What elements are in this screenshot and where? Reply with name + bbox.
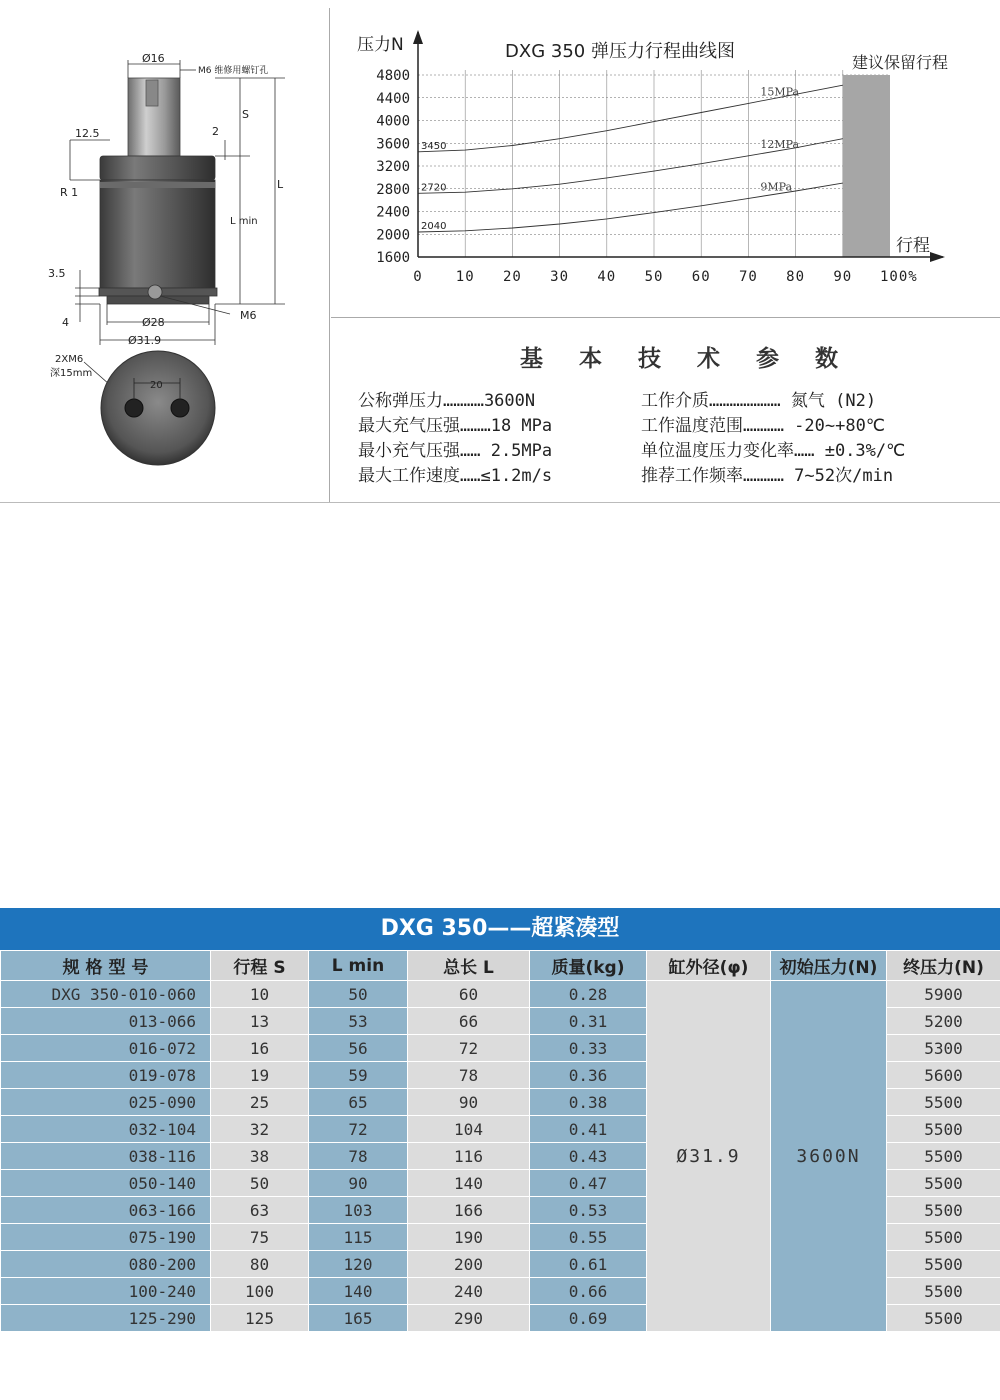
cell-lmin: 56 [309, 1035, 408, 1062]
cell-mass: 0.36 [530, 1062, 647, 1089]
y-tick-label: 2000 [376, 227, 410, 244]
dim-holes: 2XM6 [55, 354, 84, 365]
param-value: ………18 MPa [460, 416, 553, 436]
header-mass: 质量(kg) [530, 951, 647, 981]
cell-lmin: 53 [309, 1008, 408, 1035]
header-diameter: 缸外径(φ) [647, 951, 771, 981]
cell-s: 32 [211, 1116, 309, 1143]
end-view [101, 351, 215, 465]
dim-lmin: L min [230, 216, 258, 227]
param-right-3 [641, 461, 893, 486]
param-right-0 [641, 386, 876, 411]
param-label: 公称弹压力 [358, 391, 443, 411]
dim-d31-9: Ø31.9 [128, 334, 162, 347]
x-tick-label: 20 [502, 269, 522, 285]
cell-model: 050-140 [1, 1170, 211, 1197]
dim-l: L [277, 178, 284, 191]
cell-model: 075-190 [1, 1224, 211, 1251]
cell-l: 66 [408, 1008, 530, 1035]
cell-s: 19 [211, 1062, 309, 1089]
cell-l: 200 [408, 1251, 530, 1278]
cell-s: 10 [211, 981, 309, 1008]
y-tick-label: 2800 [376, 181, 410, 198]
x-tick-label: 40 [597, 269, 617, 285]
cell-final: 5500 [887, 1251, 1000, 1278]
cell-lmin: 72 [309, 1116, 408, 1143]
spec-table [0, 950, 1000, 1332]
horizontal-divider [331, 317, 1000, 318]
cell-s: 80 [211, 1251, 309, 1278]
cell-l: 72 [408, 1035, 530, 1062]
dim-d16: Ø16 [142, 52, 165, 65]
param-left-0 [358, 386, 535, 411]
cell-final: 5300 [887, 1035, 1000, 1062]
x-tick-label: 70 [738, 269, 758, 285]
series-start-label: 3450 [421, 140, 447, 152]
cell-s: 50 [211, 1170, 309, 1197]
cell-lmin: 103 [309, 1197, 408, 1224]
cell-final: 5500 [887, 1197, 1000, 1224]
x-tick-label: 30 [550, 269, 570, 285]
cell-l: 90 [408, 1089, 530, 1116]
dim-2: 2 [212, 125, 219, 138]
dim-depth: 深15mm [50, 368, 93, 379]
pressure-stroke-chart [340, 20, 1000, 315]
param-label: 工作温度范围 [641, 416, 743, 436]
cell-final: 5900 [887, 981, 1000, 1008]
cell-l: 290 [408, 1305, 530, 1332]
param-label: 单位温度压力变化率 [641, 441, 794, 461]
param-label: 最小充气压强 [358, 441, 460, 461]
cell-initial-force: 3600N [771, 981, 887, 1332]
cell-final: 5500 [887, 1224, 1000, 1251]
cell-model: 032-104 [1, 1116, 211, 1143]
y-tick-label: 4800 [376, 68, 410, 84]
x-tick-label: 100% [880, 269, 918, 285]
cell-lmin: 90 [309, 1170, 408, 1197]
cell-cylinder-od: Ø31.9 [647, 981, 771, 1332]
cell-final: 5500 [887, 1116, 1000, 1143]
reserve-zone [843, 75, 890, 257]
dim-12-5: 12.5 [75, 127, 100, 140]
gas-spring-drawing [0, 0, 330, 500]
y-tick-label: 1600 [376, 250, 410, 266]
param-label: 最大充气压强 [358, 416, 460, 436]
header-final-force: 终压力(N) [887, 951, 1000, 981]
cell-lmin: 140 [309, 1278, 408, 1305]
param-right-1 [641, 411, 885, 436]
header-stroke: 行程 S [211, 951, 309, 981]
param-label: 工作介质 [641, 391, 709, 411]
param-value: …… ±0.3%/℃ [794, 441, 906, 461]
cylinder-body [100, 180, 215, 288]
cell-s: 63 [211, 1197, 309, 1224]
y-tick-label: 4000 [376, 113, 410, 130]
param-right-2 [641, 436, 905, 461]
cell-final: 5500 [887, 1089, 1000, 1116]
param-value: ………… -20~+80℃ [743, 416, 885, 436]
cell-l: 240 [408, 1278, 530, 1305]
cell-l: 190 [408, 1224, 530, 1251]
cell-l: 104 [408, 1116, 530, 1143]
dim-20: 20 [150, 380, 163, 391]
series-name-label: 12MPa [760, 137, 800, 151]
cell-final: 5500 [887, 1143, 1000, 1170]
cell-lmin: 65 [309, 1089, 408, 1116]
y-tick-label: 4400 [376, 90, 410, 107]
cell-lmin: 78 [309, 1143, 408, 1170]
cell-model: 063-166 [1, 1197, 211, 1224]
param-label: 最大工作速度 [358, 466, 460, 486]
cell-mass: 0.41 [530, 1116, 647, 1143]
cell-mass: 0.31 [530, 1008, 647, 1035]
param-value: ………………… 氮气 (N2) [709, 391, 877, 411]
cell-model: DXG 350-010-060 [1, 981, 211, 1008]
cell-model: 013-066 [1, 1008, 211, 1035]
cell-lmin: 59 [309, 1062, 408, 1089]
dim-4: 4 [62, 316, 69, 329]
dim-3-5: 3.5 [48, 267, 66, 280]
cell-mass: 0.38 [530, 1089, 647, 1116]
dim-m6-note: M6 维修用螺钉孔 [198, 66, 269, 76]
cell-s: 16 [211, 1035, 309, 1062]
table-header-row [1, 951, 1000, 981]
cell-mass: 0.66 [530, 1278, 647, 1305]
cell-final: 5500 [887, 1305, 1000, 1332]
param-value: ………… 7~52次/min [743, 466, 894, 486]
header-model: 规 格 型 号 [1, 951, 211, 981]
dim-d28: Ø28 [142, 316, 165, 329]
x-tick-label: 10 [455, 269, 475, 285]
param-left-3 [358, 461, 552, 486]
series-start-label: 2720 [421, 182, 447, 194]
table-title: DXG 350——超紧凑型 [0, 908, 1000, 950]
y-tick-label: 3200 [376, 159, 410, 175]
cell-lmin: 165 [309, 1305, 408, 1332]
x-tick-label: 60 [691, 269, 711, 285]
table-row [1, 981, 1000, 1008]
param-left-1 [358, 411, 552, 436]
param-value: …… 2.5MPa [460, 441, 553, 461]
cell-lmin: 120 [309, 1251, 408, 1278]
cell-s: 100 [211, 1278, 309, 1305]
cell-lmin: 115 [309, 1224, 408, 1251]
cell-mass: 0.43 [530, 1143, 647, 1170]
x-tick-label: 50 [644, 269, 664, 285]
header-lmin: L min [309, 951, 408, 981]
cell-model: 038-116 [1, 1143, 211, 1170]
param-value: …………3600N [443, 391, 536, 411]
cell-s: 38 [211, 1143, 309, 1170]
series-start-label: 2040 [421, 220, 447, 232]
header-initial-force: 初始压力(N) [771, 951, 887, 981]
cell-l: 116 [408, 1143, 530, 1170]
series-name-label: 15MPa [760, 85, 800, 99]
params-title: 基 本 技 术 参 数 [520, 345, 853, 372]
cell-l: 60 [408, 981, 530, 1008]
cell-model: 125-290 [1, 1305, 211, 1332]
param-label: 推荐工作频率 [641, 466, 743, 486]
x-tick-label: 0 [413, 269, 423, 285]
cell-model: 025-090 [1, 1089, 211, 1116]
header-length: 总长 L [408, 951, 530, 981]
dim-r1: R 1 [60, 186, 79, 199]
reserve-label: 建议保留行程 [852, 53, 949, 72]
cell-final: 5500 [887, 1278, 1000, 1305]
cell-l: 140 [408, 1170, 530, 1197]
cell-final: 5200 [887, 1008, 1000, 1035]
cell-s: 75 [211, 1224, 309, 1251]
cell-mass: 0.28 [530, 981, 647, 1008]
y-tick-label: 3600 [376, 136, 410, 153]
cell-l: 78 [408, 1062, 530, 1089]
cell-s: 25 [211, 1089, 309, 1116]
x-tick-label: 90 [833, 269, 853, 285]
section-divider [0, 502, 1000, 503]
y-tick-label: 2400 [376, 204, 410, 221]
cell-model: 100-240 [1, 1278, 211, 1305]
dim-s: S [242, 108, 249, 121]
cell-final: 5500 [887, 1170, 1000, 1197]
param-left-2 [358, 436, 552, 461]
x-axis-label: 行程 [896, 236, 930, 256]
series-name-label: 9MPa [760, 180, 793, 194]
cell-s: 13 [211, 1008, 309, 1035]
y-axis-label: 压力N [357, 35, 404, 55]
param-value: ……≤1.2m/s [460, 466, 553, 486]
cell-mass: 0.55 [530, 1224, 647, 1251]
cell-model: 019-078 [1, 1062, 211, 1089]
cell-mass: 0.69 [530, 1305, 647, 1332]
x-tick-label: 80 [786, 269, 806, 285]
cell-mass: 0.53 [530, 1197, 647, 1224]
cell-s: 125 [211, 1305, 309, 1332]
cell-mass: 0.61 [530, 1251, 647, 1278]
chart-title: DXG 350 弹压力行程曲线图 [505, 41, 735, 62]
cell-model: 080-200 [1, 1251, 211, 1278]
cell-final: 5600 [887, 1062, 1000, 1089]
cell-mass: 0.47 [530, 1170, 647, 1197]
dim-m6: M6 [240, 309, 257, 322]
cell-mass: 0.33 [530, 1035, 647, 1062]
cell-model: 016-072 [1, 1035, 211, 1062]
cell-l: 166 [408, 1197, 530, 1224]
cell-lmin: 50 [309, 981, 408, 1008]
